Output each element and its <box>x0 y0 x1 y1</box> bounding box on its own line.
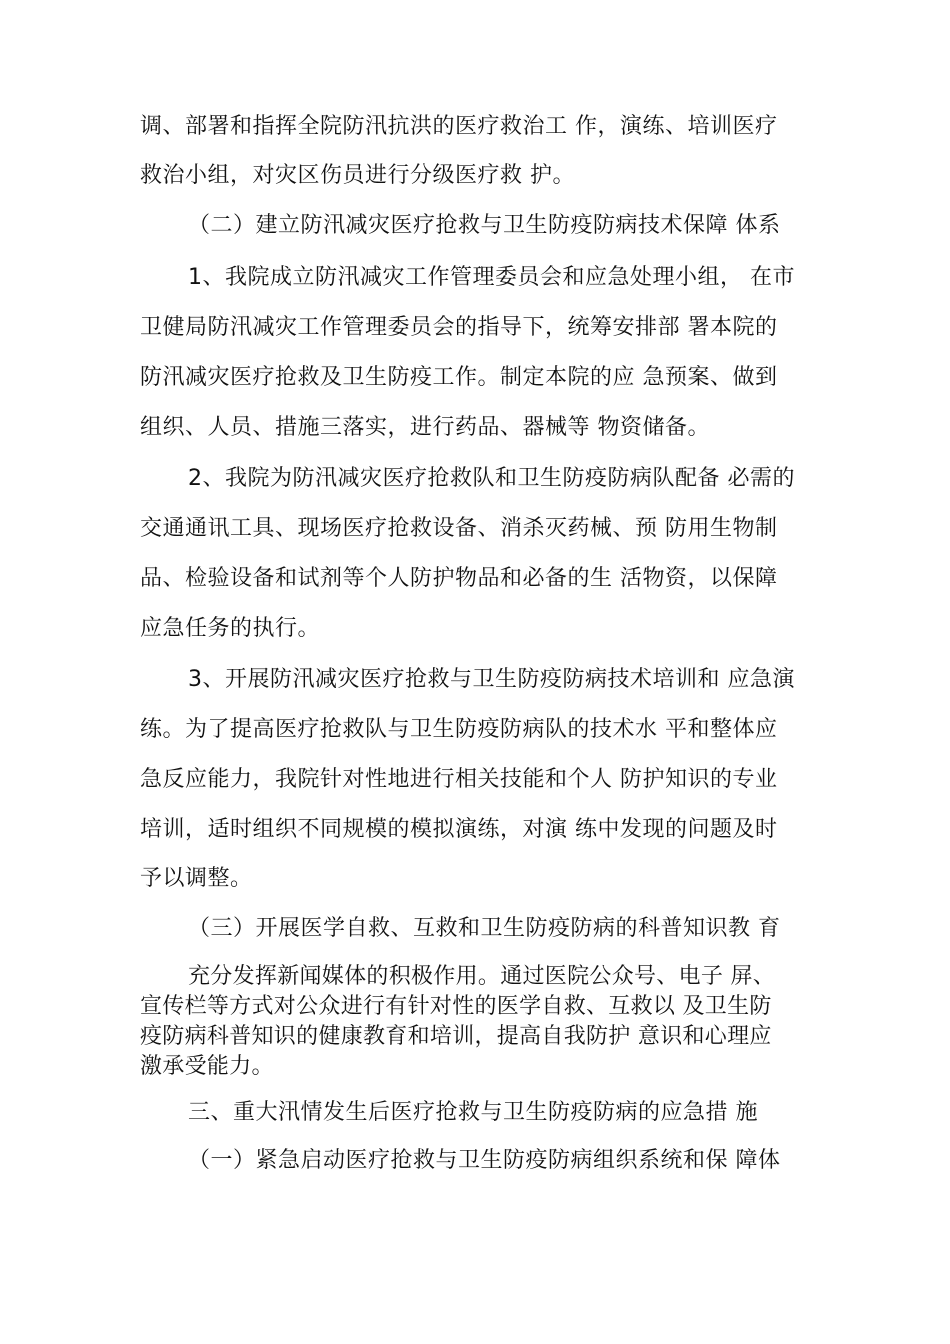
paragraph-line: 1、我院成立防汛减灾工作管理委员会和应急处理小组， 在市 <box>188 265 795 290</box>
paragraph-line: 组织、人员、措施三落实，进行药品、器械等 物资储备。 <box>140 415 710 440</box>
paragraph-line: 应急任务的执行。 <box>140 616 321 641</box>
paragraph-line: 予以调整。 <box>140 866 253 891</box>
paragraph-line: 充分发挥新闻媒体的积极作用。通过医院公众号、电子 屏、 <box>188 964 776 989</box>
section-heading: （二）建立防汛减灾医疗抢救与卫生防疫防病技术保障 体系 <box>188 213 781 238</box>
paragraph-line: 卫健局防汛减灾工作管理委员会的指导下，统筹安排部 署本院的 <box>140 315 778 340</box>
section-heading: （三）开展医学自救、互救和卫生防疫防病的科普知识教 育 <box>188 916 781 941</box>
paragraph-line: 调、部署和指挥全院防汛抗洪的医疗救治工 作，演练、培训医疗 <box>140 114 778 139</box>
paragraph-line: 培训，适时组织不同规模的模拟演练，对演 练中发现的问题及时 <box>140 817 778 842</box>
paragraph-line: 交通通讯工具、现场医疗抢救设备、消杀灭药械、预 防用生物制 <box>140 516 778 541</box>
paragraph-line: 救治小组，对灾区伤员进行分级医疗救 护。 <box>140 163 575 188</box>
section-heading: （一）紧急启动医疗抢救与卫生防疫防病组织系统和保 障体 <box>188 1148 781 1173</box>
paragraph-line: 品、检验设备和试剂等个人防护物品和必备的生 活物资，以保障 <box>140 566 778 591</box>
paragraph-line: 防汛减灾医疗抢救及卫生防疫工作。制定本院的应 急预案、做到 <box>140 365 778 390</box>
paragraph-line: 宣传栏等方式对公众进行有针对性的医学自救、互救以 及卫生防 <box>140 994 772 1019</box>
paragraph-line: 2、我院为防汛减灾医疗抢救队和卫生防疫防病队配备 必需的 <box>188 466 795 491</box>
section-heading: 三、重大汛情发生后医疗抢救与卫生防疫防病的应急措 施 <box>188 1100 758 1125</box>
paragraph-line: 急反应能力，我院针对性地进行相关技能和个人 防护知识的专业 <box>140 767 778 792</box>
paragraph-line: 激承受能力。 <box>140 1054 274 1079</box>
paragraph-line: 3、开展防汛减灾医疗抢救与卫生防疫防病技术培训和 应急演 <box>188 667 795 692</box>
paragraph-line: 练。为了提高医疗抢救队与卫生防疫防病队的技术水 平和整体应 <box>140 717 778 742</box>
paragraph-line: 疫防病科普知识的健康教育和培训，提高自我防护 意识和心理应 <box>140 1024 772 1049</box>
